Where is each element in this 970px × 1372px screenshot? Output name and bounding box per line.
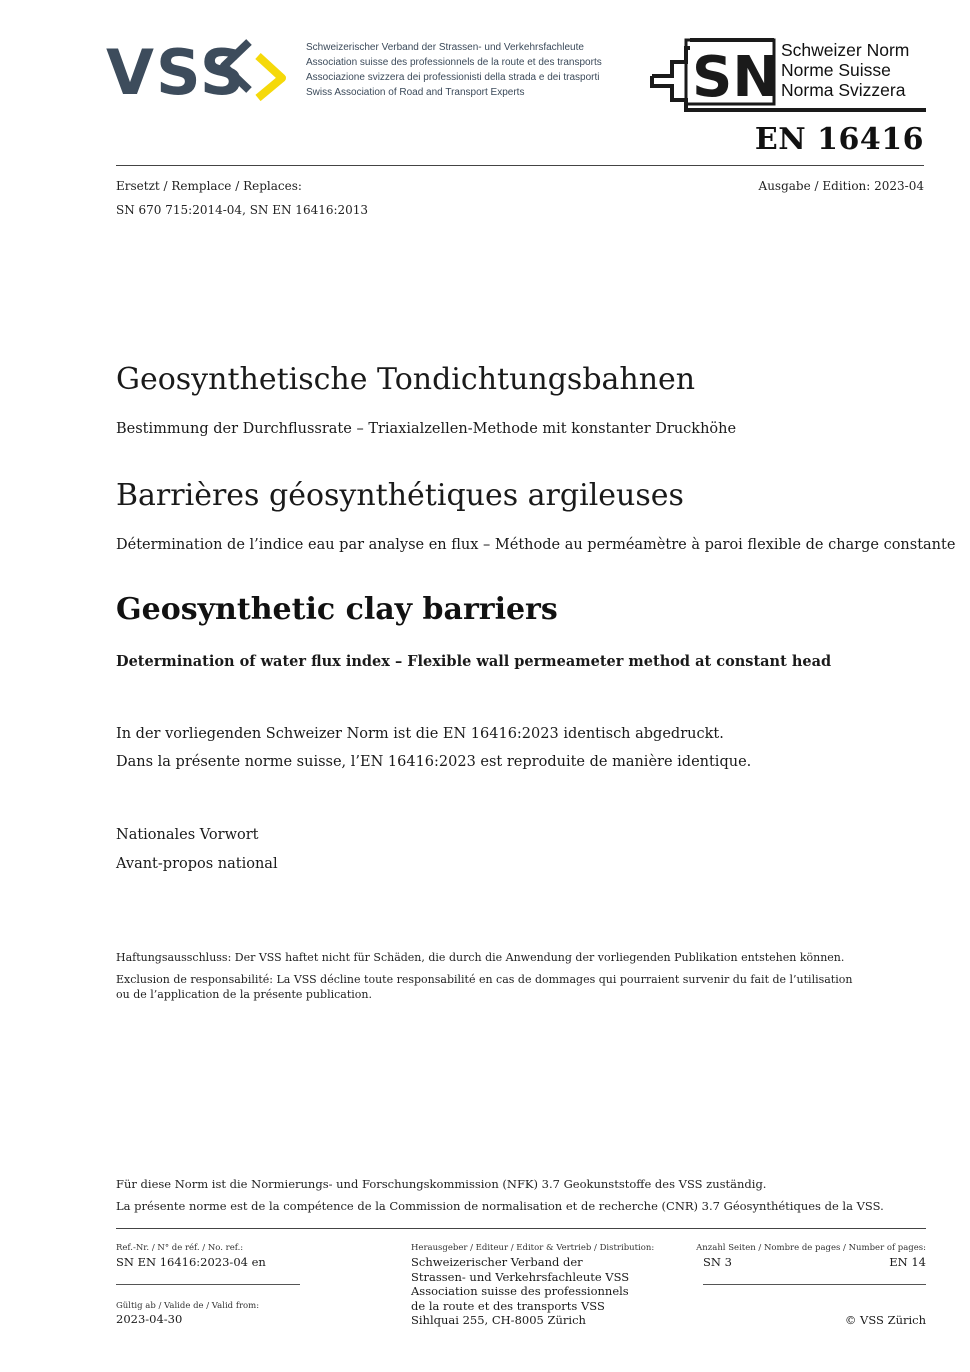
vss-logo xyxy=(106,34,288,102)
publisher-line: Strassen- und Verkehrsfachleute VSS xyxy=(411,1269,630,1284)
sn-logo-text: SN xyxy=(692,45,780,110)
sn-line-de: Schweizer Norm xyxy=(781,40,910,60)
vss-chevron-right xyxy=(258,56,282,98)
vss-line-de: Schweizerischer Verband der Strassen- und Verkehrsfachleute xyxy=(306,42,584,53)
title-english: Geosynthetic clay barriers xyxy=(116,592,558,627)
sn-line-it: Norma Svizzera xyxy=(781,80,906,100)
publisher-label: Herausgeber / Editeur / Editor & Vertrieb / Distribution: xyxy=(411,1243,655,1253)
valid-from-label: Gültig ab / Valide de / Valid from: xyxy=(116,1301,260,1311)
vss-association-names xyxy=(306,40,602,100)
reference-number-value: SN EN 16416:2023-04 en xyxy=(116,1255,266,1269)
subtitle-german: Bestimmung der Durchflussrate – Triaxialzellen-Methode mit konstanter Druckhöhe xyxy=(116,421,737,437)
reference-number-label: Ref.-Nr. / N° de réf. / No. ref.: xyxy=(116,1243,244,1253)
responsibility-french: La présente norme est de la compétence de la Commission de normalisation et de recherche (CNR) 3.7 Géosynthétiques de la VSS. xyxy=(116,1199,884,1213)
subtitle-english: Determination of water flux index – Flexible wall permeameter method at constant head xyxy=(116,653,832,670)
page-count-en: EN 14 xyxy=(889,1255,926,1269)
page-count-sn: SN 3 xyxy=(703,1255,732,1269)
sn-line-fr: Norme Suisse xyxy=(781,60,891,80)
responsibility-german: Für diese Norm ist die Normierungs- und Forschungskommission (NFK) 3.7 Geokunststoffe des VSS zuständig. xyxy=(116,1177,767,1191)
identical-note-french: Dans la présente norme suisse, l’EN 16416:2023 est reproduite de manière identique. xyxy=(116,754,752,770)
sn-norm-names xyxy=(781,40,909,100)
page-count-label: Anzahl Seiten / Nombre de pages / Number of pages: xyxy=(696,1243,926,1253)
subtitle-french: Détermination de l’indice eau par analyse en flux – Méthode au perméamètre à paroi flexible de charge constante xyxy=(116,537,956,553)
replaces-label: Ersetzt / Remplace / Replaces: xyxy=(116,179,302,193)
edition-date: Ausgabe / Edition: 2023-04 xyxy=(758,179,924,193)
publisher-address xyxy=(411,1255,629,1328)
page-count-divider xyxy=(703,1284,926,1285)
footer-divider xyxy=(116,1228,926,1229)
national-foreword-german: Nationales Vorwort xyxy=(116,827,259,843)
title-french: Barrières géosynthétiques argileuses xyxy=(116,478,684,513)
replaces-value: SN 670 715:2014-04, SN EN 16416:2013 xyxy=(116,203,369,217)
header-divider xyxy=(116,165,924,166)
copyright: © VSS Zürich xyxy=(844,1313,926,1327)
publisher-line: de la route et des transports VSS xyxy=(411,1298,605,1313)
disclaimer-german: Haftungsausschluss: Der VSS haftet nicht für Schäden, die durch die Anwendung der vorliegenden Publikation entstehen können. xyxy=(116,951,845,964)
vss-logo-text: VSS xyxy=(106,36,247,102)
disclaimer-french: Exclusion de responsabilité: La VSS décline toute responsabilité en cas de dommages qui pourraient survenir du fait de l’utilisation ou de l’application de la présente publication. xyxy=(116,973,853,1001)
publisher-line: Sihlquai 255, CH-8005 Zürich xyxy=(411,1313,586,1328)
publisher-line: Schweizerischer Verband der xyxy=(411,1255,583,1269)
valid-from-value: 2023-04-30 xyxy=(116,1312,183,1326)
vss-line-fr: Association suisse des professionnels de la route et des transports xyxy=(306,57,602,68)
vss-line-en: Swiss Association of Road and Transport Experts xyxy=(306,87,525,98)
vss-line-it: Associazione svizzera dei professionisti della strada e dei trasporti xyxy=(306,72,600,83)
national-foreword-french: Avant-propos national xyxy=(116,856,278,872)
title-german: Geosynthetische Tondichtungsbahnen xyxy=(116,362,696,397)
standard-number: EN 16416 xyxy=(754,122,924,157)
identical-note-german: In der vorliegenden Schweizer Norm ist die EN 16416:2023 identisch abgedruckt. xyxy=(116,726,724,742)
publisher-line: Association suisse des professionnels xyxy=(411,1284,629,1299)
reference-divider xyxy=(116,1284,300,1285)
